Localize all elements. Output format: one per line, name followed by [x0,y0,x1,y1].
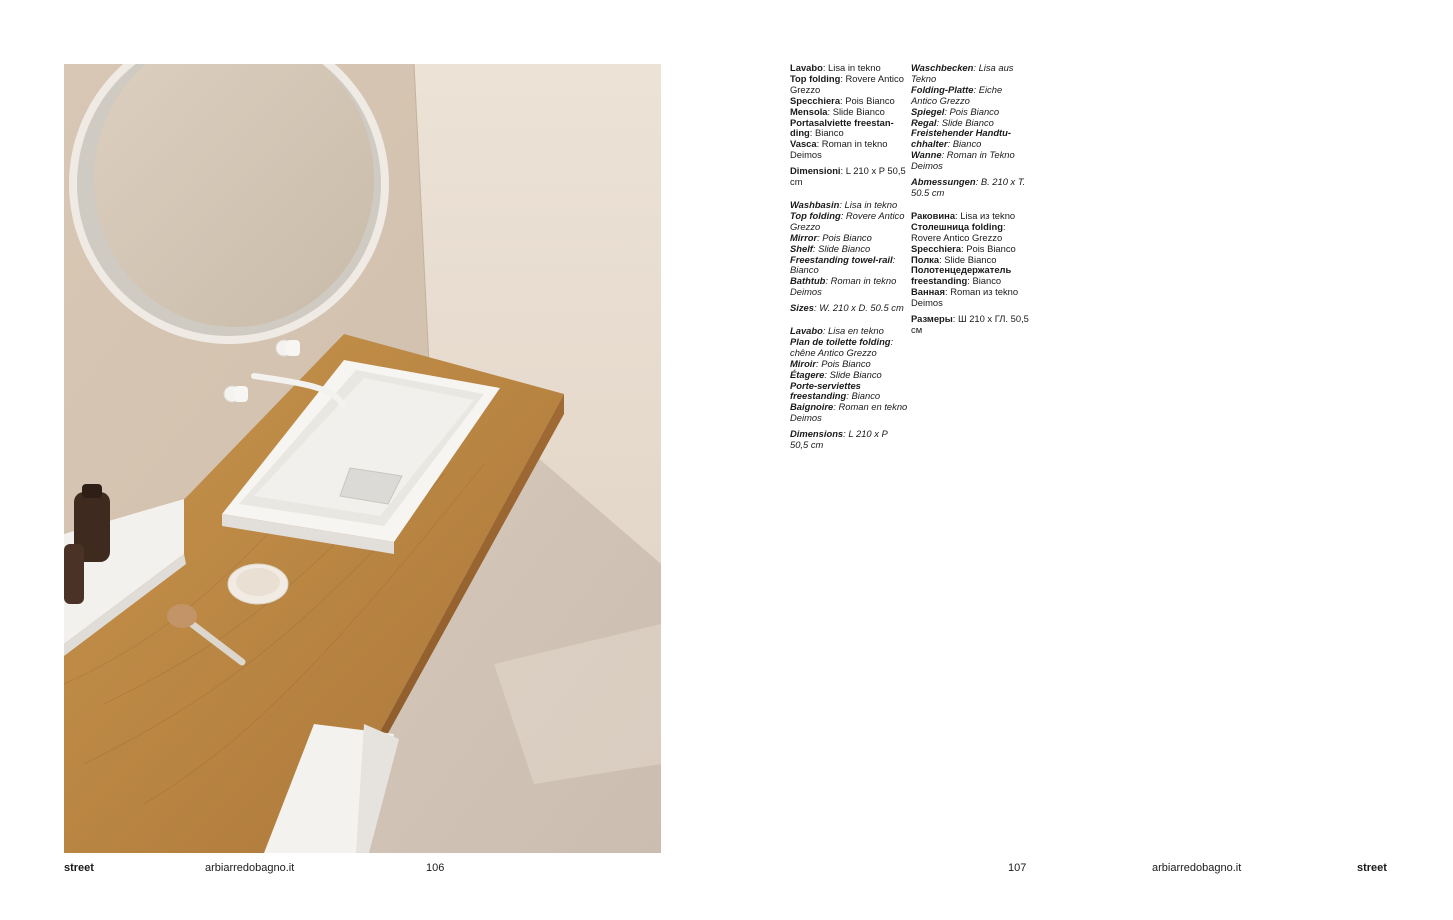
spec-key: Freestanding towel-rail [790,253,893,265]
spec-value: : Rovere Antico Grezzo [911,220,1006,243]
spec-key: Mirror [790,231,818,243]
spec-key: Portasalviette freestan-ding [790,116,894,139]
spec-key: Miroir [790,357,817,369]
spec-line [911,150,1029,172]
spec-key: Vasca [790,138,817,150]
spec-block [911,63,1029,199]
spec-line [790,303,908,314]
spec-value: : Roman en tekno Deimos [790,401,908,424]
spec-value: : Pois Bianco [840,94,895,106]
spec-value: : Pois Bianco [817,231,872,243]
spec-key: Lavabo [790,62,823,73]
footer-website-left: arbiarredobagno.it [205,862,295,874]
spec-value: : Bianco [809,127,844,139]
spec-line [911,85,1029,107]
spec-value: : Lisa in tekno [839,198,898,210]
spec-value: : Rovere Antico Grezzo [790,209,905,232]
spec-value: : Slide Bianco [812,242,871,254]
spec-key: Freistehender Handtu-chhalter [911,127,1012,150]
spec-value: : Bianco [967,275,1002,287]
spec-key: Spiegel [911,105,945,117]
spec-value: : Rovere Antico Grezzo [790,72,904,95]
spec-key: Столешница folding [911,220,1003,232]
spec-key: Dimensioni [790,165,841,177]
spec-block [790,326,908,451]
spec-key: Mensola [790,105,828,117]
spec-value: : Lisa aus Tekno [911,62,1014,84]
spec-value: : Pois Bianco [816,357,871,369]
spec-key: Étagere [790,368,825,380]
spec-value: : Bianco [790,253,896,276]
spec-line [790,402,908,424]
spec-line [790,74,908,96]
spec-key: Abmessungen [911,176,976,188]
spec-value: : chêne Antico Grezzo [790,335,894,358]
spec-value: : Slide Bianco [824,368,882,380]
spec-column-right [911,63,1029,348]
spec-key: Porte-serviettes freestanding [790,379,861,402]
spec-value: : Ш 210 х ГЛ. 50,5 см [911,313,1029,335]
spec-line [790,255,908,277]
spec-value: : Lisa en tekno [822,325,884,337]
spec-key: Folding-Platte [911,83,974,95]
spec-line [911,128,1029,150]
page-number-left: 106 [426,862,445,874]
spec-value: : Bianco [947,138,982,150]
spec-key: Sizes [790,302,814,314]
spec-line [790,166,908,188]
spec-value: : Slide Bianco [936,116,994,128]
spec-key: Dimensions [790,428,844,440]
spec-value: : Lisa из tekno [955,209,1016,221]
spec-value: : B. 210 x T. 50.5 cm [911,176,1026,198]
spec-key: Wanne [911,149,942,161]
spec-key: Ванная [911,286,945,298]
spec-value: : Roman in tekno Deimos [790,275,897,298]
spec-block [790,200,908,314]
page-number-right: 107 [1008,862,1027,874]
footer-collection-left: street [64,862,94,874]
spec-line [790,118,908,140]
footer-collection-right: street [1357,862,1387,874]
spec-key: Washbasin [790,198,840,210]
spec-value: : Slide Bianco [939,253,997,265]
spec-value: : Roman in Tekno Deimos [911,149,1015,172]
spec-line [911,177,1029,199]
spec-key: Lavabo [790,325,823,337]
spec-value: : Roman in tekno Deimos [790,138,888,161]
spec-key: Waschbecken [911,62,974,73]
spec-value: : W. 210 x D. 50.5 cm [813,302,904,314]
spec-key: Top folding [790,209,841,221]
footer-website-right: arbiarredobagno.it [1152,862,1242,874]
spec-key: Specchiera [790,94,841,106]
spec-value: : Roman из tekno Deimos [911,286,1019,309]
spec-value: : Lisa in tekno [822,62,881,73]
spec-line [790,211,908,233]
spec-key: Regal [911,116,937,128]
spec-block [911,211,1029,336]
spec-line [911,265,1029,287]
spec-key: Раковина [911,209,956,221]
spec-line [911,63,1029,85]
spec-column-left [790,63,908,463]
spec-line [790,429,908,451]
spec-value: : Bianco [846,390,881,402]
spec-key: Полка [911,253,940,265]
spec-key: Baignoire [790,401,834,413]
spec-key: Размеры [911,313,953,325]
spec-value: : Pois Bianco [944,105,1000,117]
spec-key: Shelf [790,242,813,254]
spec-key: Bathtub [790,275,826,287]
spec-value: : L 210 x P 50,5 cm [790,428,888,451]
spec-key: Specchiera [911,242,962,254]
spec-value: : Pois Bianco [961,242,1016,254]
spec-key: Top folding [790,72,841,84]
spec-line [790,337,908,359]
spec-key: Plan de toilette folding [790,335,891,347]
spec-line [790,381,908,403]
spec-line [911,314,1029,336]
spec-line [911,287,1029,309]
spec-value: : Slide Bianco [827,105,885,117]
spec-line [790,139,908,161]
spec-block [790,63,908,188]
spec-line [790,276,908,298]
spec-line [911,222,1029,244]
product-photo-bathroom [64,64,661,853]
spec-key: Полотенцедержатель freestanding [911,264,1012,287]
spec-value: : L 210 x P 50,5 cm [790,165,906,188]
spec-value: : Eiche Antico Grezzo [911,83,1003,106]
